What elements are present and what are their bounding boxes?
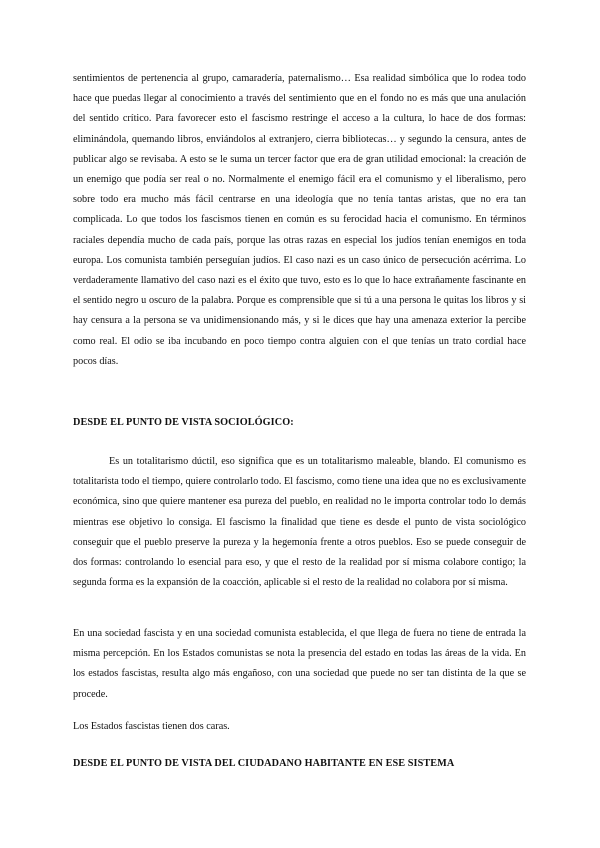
paragraph-ductile-totalitarianism: Es un totalitarismo dúctil, eso significa que es un totalitarismo maleable, blando. El comunismo es totalitarista todo el tiempo, quiere controlarlo todo. El fascismo, como tiene una idea que no es exclusivamente económica, sino que quiere mantener esa pureza del pueblo, en realidad no le importa controlar todo lo demás mientras ese objetivo lo consiga. El fascismo la finalidad que tiene es desde el punto de vista sociológico conseguir que el pueblo preserve la pureza y la hegemonía frente a otros pueblos. Eso se puede conseguir de dos formas: controlando lo esencial para eso, y que el resto de la realidad por sí misma colabore contigo; la segunda forma es la expansión de la coacción, aplicable si el resto de la realidad no colabora por sí misma. xyxy=(73,456,526,589)
heading-sociological-view: DESDE EL PUNTO DE VISTA SOCIOLÓGICO: xyxy=(73,417,294,428)
paragraph-fascism-culture: sentimientos de pertenencia al grupo, camaradería, paternalismo… Esa realidad simbólica que lo rodea todo hace que puedas llegar al conocimiento a través del sentimiento que en el fondo no es más que una anulación del sentido crítico. Para favorecer esto el fascismo restringe el acceso a la cultura, lo hace de dos formas: eliminándola, quemando libros, enviándolos al extranjero, cierra bibliotecas… y segundo la censura, antes de publicar algo se revisaba. A esto se le suma un tercer factor que era de gran utilidad emocional: la creación de un enemigo que podía ser real o no. Normalmente el enemigo fácil era el comunismo y el liberalismo, pero sobre todo era mucho más fácil centrarse en una ideología que no tenía tantas aristas, que no era tan complicada. Lo que todos los fascismos tienen en común es su ferocidad hacia el comunismo. En términos raciales dependía mucho de cada país, porque las otras razas en especial los judíos tenían enemigos en toda europa. Los comunista también perseguían judíos. El caso nazi es un caso único de persecución acérrima. Lo verdaderamente llamativo del caso nazi es el éxito que tuvo, esto es lo que lo hace extrañamente fascinante en el sentido negro u oscuro de la palabra. Porque es comprensible que si tú a una persona le quitas los libros y si hay censura a la persona se va unidimensionando más, y si le dices que hay una amenaza exterior la percibe como real. El odio se iba incubando en poco tiempo contra alguien con el que tenías un trato cordial hace pocos días. xyxy=(73,73,526,367)
paragraph-two-faces: Los Estados fascistas tienen dos caras. xyxy=(73,721,230,732)
heading-citizen-view: DESDE EL PUNTO DE VISTA DEL CIUDADANO HABITANTE EN ESE SISTEMA xyxy=(73,758,455,769)
paragraph-society-comparison: En una sociedad fascista y en una sociedad comunista establecida, el que llega de fuera no tiene de entrada la misma percepción. En los Estados comunistas se nota la presencia del estado en todas las áreas de la vida. En los estados fascistas, resulta algo más engañoso, con una sociedad que puede no ser tan distinta de la que se procede. xyxy=(73,628,526,700)
